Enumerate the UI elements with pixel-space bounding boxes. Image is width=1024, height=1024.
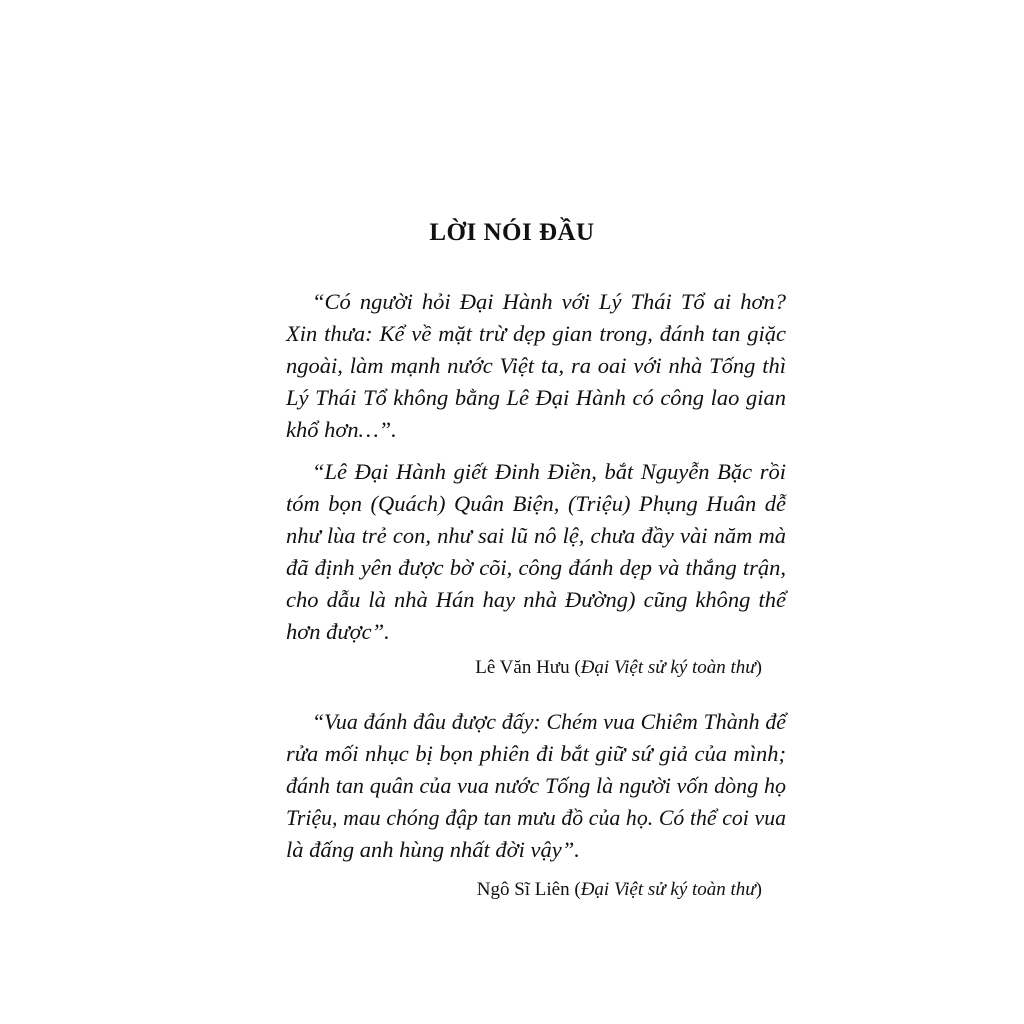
quote-le-van-huu-2 bbox=[286, 456, 786, 648]
quote-line: khổ hơn…”. bbox=[286, 417, 397, 442]
quote-line: đã định yên được bờ cõi, công đánh dẹp và thắng trận, bbox=[286, 555, 786, 580]
attribution-author: Lê Văn Hưu ( bbox=[475, 657, 581, 678]
page-title: LỜI NÓI ĐẦU bbox=[429, 219, 595, 246]
quote-line: “Có người hỏi Đại Hành với Lý Thái Tổ ai hơn? bbox=[312, 289, 786, 314]
quote-line: “Vua đánh đâu được đấy: Chém vua Chiêm Thành để bbox=[312, 709, 786, 734]
quote-line: đánh tan quân của vua nước Tống là người vốn dòng họ bbox=[286, 773, 786, 798]
quote-line: ngoài, làm mạnh nước Việt ta, ra oai với nhà Tống thì bbox=[286, 353, 786, 378]
quote-le-van-huu-1 bbox=[286, 286, 786, 446]
attribution-ngo-si-lien bbox=[477, 879, 762, 901]
quote-line: cho dẫu là nhà Hán hay nhà Đường) cũng không thể bbox=[286, 587, 786, 612]
attribution-le-van-huu bbox=[475, 657, 762, 679]
attribution-book-title: Đại Việt sử ký toàn thư bbox=[580, 657, 756, 678]
attribution-book-title: Đại Việt sử ký toàn thư bbox=[580, 879, 756, 900]
quote-line: hơn được”. bbox=[286, 619, 390, 644]
attribution-close: ) bbox=[755, 879, 762, 900]
quote-line: tóm bọn (Quách) Quân Biện, (Triệu) Phụng Huân dễ bbox=[286, 491, 786, 516]
attribution-author: Ngô Sĩ Liên ( bbox=[476, 879, 581, 900]
attribution-close: ) bbox=[755, 657, 762, 678]
quote-line: Triệu, mau chóng đập tan mưu đồ của họ. Có thể coi vua bbox=[286, 806, 786, 830]
quote-line: như lùa trẻ con, như sai lũ nô lệ, chưa đầy vài năm mà bbox=[286, 523, 786, 548]
quote-line: rửa mối nhục bị bọn phiên đi bắt giữ sứ giả của mình; bbox=[286, 741, 786, 766]
quote-line: “Lê Đại Hành giết Đinh Điền, bắt Nguyễn Bặc rồi bbox=[312, 459, 786, 484]
quote-line: là đấng anh hùng nhất đời vậy”. bbox=[286, 837, 580, 862]
quote-line: Xin thưa: Kể về mặt trừ dẹp gian trong, đánh tan giặc bbox=[286, 321, 786, 346]
quote-ngo-si-lien bbox=[286, 706, 786, 866]
quote-line: Lý Thái Tổ không bằng Lê Đại Hành có công lao gian bbox=[286, 385, 786, 410]
